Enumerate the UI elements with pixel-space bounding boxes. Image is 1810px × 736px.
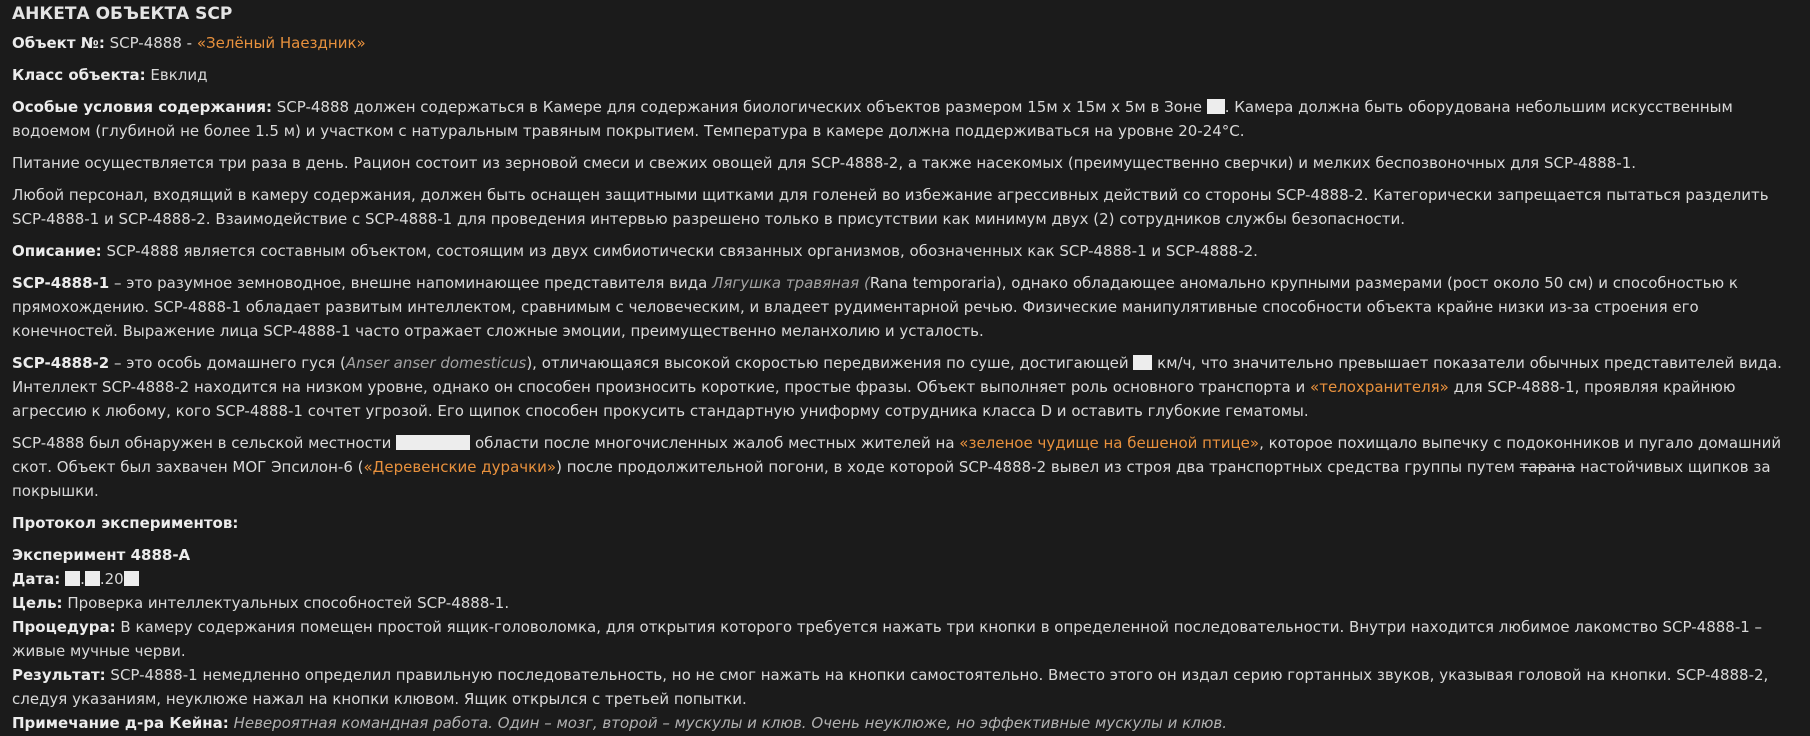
containment-text-cont: . Камера должна быть оборудована небольшим искусственным водоемом (глубиной не более 1.5 м) и участком с натуральным травяным покрытием. Температура в камере должна поддерживаться на уровне 20-24°С. — [12, 98, 1733, 140]
scp-4888-1-text: – это разумное земноводное, внешне напоминающее представителя вида — [109, 274, 713, 292]
protocol-heading-text: Протокол экспериментов: — [12, 514, 239, 532]
note-text: Невероятная командная работа. Один – мозг, второй – мускулы и клюв. Очень неуклюже, но эффективные мускулы и клюв. — [233, 714, 1227, 732]
personnel-paragraph: Любой персонал, входящий в камеру содержания, должен быть оснащен защитными щитками для голеней во избежание агрессивных действий со стороны SCP-4888-2. Категорически запрещается пытаться разделить SCP-4888-1 и SCP-4888-2. Взаимодействие с SCP-4888-1 для проведения интервью разрешено только в присутствии как минимум двух (2) сотрудников службы безопасности. — [12, 186, 1769, 228]
goose-latin-name: Anser anser domesticus — [345, 354, 527, 372]
scp-4888-1-paragraph — [12, 271, 1798, 343]
scp-4888-2-text-cont2: км/ч, что значительно превышает показатели обычных представителей вида. Интеллект SCP-4888-2 находится на низком уровне, однако он способен произносить короткие, простые фразы. Объект выполняет роль основного транспорта и — [12, 354, 1782, 396]
containment-text: SCP-4888 должен содержаться в Камере для содержания биологических объектов размером 15м х 15м х 5м в Зоне — [276, 98, 1202, 116]
goal-text: Проверка интеллектуальных способностей SCP-4888-1. — [67, 594, 510, 612]
scp-4888-2-paragraph — [12, 351, 1798, 423]
discovery-text-cont: области после многочисленных жалоб местных жителей на — [474, 434, 960, 452]
redacted-month — [85, 571, 100, 586]
discovery-text-cont2: , которое похищало выпечку с подоконников и пугало домашний скот. Объект был захвачен МОГ Эпсилон-6 ( — [12, 434, 1782, 476]
experiment-result — [12, 663, 1798, 711]
experiment-procedure — [12, 615, 1798, 663]
species-latin-name: Rana temporaria — [869, 274, 996, 292]
protocol-heading — [12, 511, 1798, 535]
scp-4888-1-text-cont: ), однако обладающее аномально крупными размерами (рост около 50 см) и способностью к прямохождению. SCP-4888-1 обладает развитым интеллектом, сравнимым с человеческим, и владеет рудиментарной речью. Физические манипулятивные способности объекта крайне низки из-за строения его конечностей. Выражение лица SCP-4888-1 часто отражает сложные эмоции, преимущественно меланхолию и усталость. — [12, 274, 1738, 340]
scp-4888-2-text: – это особь домашнего гуся ( — [109, 354, 346, 372]
scp-4888-2-label: SCP-4888-2 — [12, 354, 110, 372]
date-separator: . — [80, 570, 85, 588]
object-name-link[interactable]: «Зелёный Наездник» — [196, 34, 366, 52]
object-number — [12, 31, 1798, 55]
scp-4888-2-text-cont: ), отличающаяся высокой скоростью передвижения по суше, достигающей — [526, 354, 1129, 372]
experiment-goal — [12, 591, 1798, 615]
result-text: SCP-4888-1 немедленно определил правильную последовательность, но не смог нажать на кнопки самостоятельно. Вместо этого он издал серию гортанных звуков, указывая головой на кнопки. SCP-4888-2, следуя указаниям, неуклюже нажал на кнопки клювом. Ящик открылся с третьей попытки. — [12, 666, 1769, 708]
object-number-label: Объект №: — [12, 34, 105, 52]
note-label: Примечание д-ра Кейна: — [12, 714, 229, 732]
experiment-title — [12, 543, 1798, 567]
containment-procedures — [12, 95, 1798, 143]
discovery-text-cont3: ) после продолжительной погони, в ходе которой SCP-4888-2 вывел из строя два транспортных средства группы путем — [556, 458, 1520, 476]
procedure-label: Процедура: — [12, 618, 116, 636]
description-text: SCP-4888 является составным объектом, состоящим из двух симбиотически связанных организмов, обозначенных как SCP-4888-1 и SCP-4888-2. — [106, 242, 1258, 260]
procedure-text: В камеру содержания помещен простой ящик-головоломка, для открытия которого требуется нажать три кнопки в определенной последовательности. Внутри находится любимое лакомство SCP-4888-1 – живые мучные черви. — [12, 618, 1763, 660]
page-title: АНКЕТА ОБЪЕКТА SCP — [12, 4, 233, 24]
description-paragraph — [12, 239, 1798, 263]
redacted-day — [65, 571, 80, 586]
redacted-year — [124, 571, 139, 586]
experiment-date — [12, 567, 1798, 591]
discovery-text-cont4: настойчивых щипков за покрышки. — [12, 458, 1771, 500]
redacted-zone — [1207, 99, 1225, 114]
description-label: Описание: — [12, 242, 102, 260]
redacted-speed — [1133, 355, 1152, 370]
date-label: Дата: — [12, 570, 61, 588]
object-class-value: Евклид — [150, 66, 208, 84]
object-class — [12, 63, 1798, 87]
scp-4888-2-text-cont3: для SCP-4888-1, проявляя крайнюю агрессию к любому, кого SCP-4888-1 сочтет угрозой. Его щипок способен прокусить стандартную униформу сотрудника класса D и оставить глубокие гематомы. — [12, 378, 1736, 420]
containment-label: Особые условия содержания: — [12, 98, 272, 116]
scp-4888-1-label: SCP-4888-1 — [12, 274, 110, 292]
bodyguard-link[interactable]: «телохранителя» — [1310, 378, 1449, 396]
village-fools-link[interactable]: «Деревенские дурачки» — [363, 458, 557, 476]
redacted-region — [396, 435, 470, 450]
discovery-text: SCP-4888 был обнаружен в сельской местности — [12, 434, 392, 452]
feeding-paragraph: Питание осуществляется три раза в день. Рацион состоит из зерновой смеси и свежих овощей для SCP-4888-2, а также насекомых (преимущественно сверчки) и мелких беспозвоночных для SCP-4888-1. — [12, 154, 1636, 172]
object-class-label: Класс объекта: — [12, 66, 146, 84]
date-year-prefix: .20 — [99, 570, 124, 588]
experiment-title-text: Эксперимент 4888-A — [12, 546, 191, 564]
struck-word: тарана — [1519, 458, 1576, 476]
experiment-note — [12, 711, 1798, 735]
discovery-paragraph — [12, 431, 1798, 503]
goal-label: Цель: — [12, 594, 63, 612]
object-id: SCP-4888 - — [109, 34, 197, 52]
species-common-name: Лягушка травяная ( — [712, 274, 870, 292]
result-label: Результат: — [12, 666, 106, 684]
green-monster-link[interactable]: «зеленое чудище на бешеной птице» — [959, 434, 1260, 452]
